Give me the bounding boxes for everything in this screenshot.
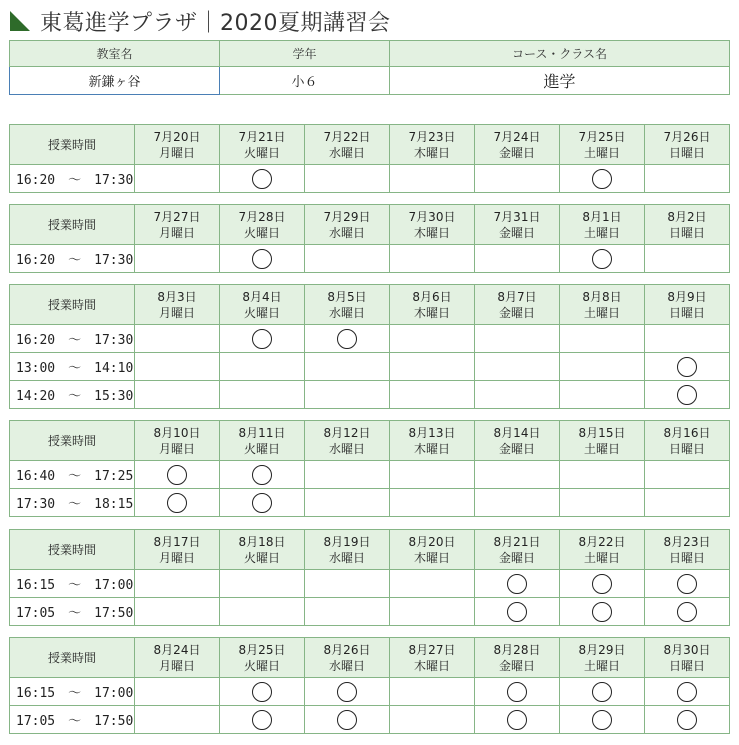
schedule-cell xyxy=(475,245,560,273)
schedule-cell xyxy=(305,353,390,381)
day-date: 8月8日 xyxy=(582,289,622,304)
day-header xyxy=(390,205,475,245)
day-date: 8月15日 xyxy=(578,425,626,440)
circle-mark-icon xyxy=(252,493,272,513)
grade-header: 学年 xyxy=(220,41,390,67)
day-weekday: 月曜日 xyxy=(158,225,195,240)
circle-mark-icon xyxy=(507,602,527,622)
day-date: 8月25日 xyxy=(238,642,286,657)
day-weekday: 水曜日 xyxy=(328,145,365,160)
circle-mark-icon xyxy=(337,682,357,702)
time-slot: 16:15 ～ 17:00 xyxy=(10,570,135,598)
day-date: 8月3日 xyxy=(157,289,197,304)
schedule-cell xyxy=(135,165,220,193)
schedule-cell xyxy=(475,325,560,353)
day-header xyxy=(645,530,730,570)
schedule-cell xyxy=(475,489,560,517)
day-date: 8月12日 xyxy=(323,425,371,440)
schedule-cell xyxy=(220,325,305,353)
day-weekday: 金曜日 xyxy=(498,145,535,160)
time-slot: 17:05 ～ 17:50 xyxy=(10,706,135,734)
schedule-cell xyxy=(390,461,475,489)
time-slot: 17:05 ～ 17:50 xyxy=(10,598,135,626)
circle-mark-icon xyxy=(252,329,272,349)
day-header xyxy=(305,421,390,461)
day-weekday: 土曜日 xyxy=(583,550,620,565)
day-weekday: 火曜日 xyxy=(243,658,280,673)
day-weekday: 月曜日 xyxy=(158,305,195,320)
circle-mark-icon xyxy=(507,682,527,702)
day-weekday: 金曜日 xyxy=(498,550,535,565)
grade-value: 小６ xyxy=(220,67,390,95)
day-header xyxy=(475,285,560,325)
schedule-cell xyxy=(305,461,390,489)
week-table-1 xyxy=(9,124,730,193)
schedule-cell xyxy=(475,353,560,381)
schedule-cell xyxy=(645,165,730,193)
time-slot-row xyxy=(10,706,730,734)
day-weekday: 土曜日 xyxy=(583,225,620,240)
time-slot-row xyxy=(10,598,730,626)
schedule-cell xyxy=(560,381,645,409)
day-header xyxy=(135,530,220,570)
circle-mark-icon xyxy=(252,169,272,189)
schedule-cell xyxy=(305,381,390,409)
circle-mark-icon xyxy=(507,710,527,730)
time-slot-row xyxy=(10,461,730,489)
day-header xyxy=(560,638,645,678)
day-date: 8月20日 xyxy=(408,534,456,549)
schedule-cell xyxy=(475,165,560,193)
day-header xyxy=(390,421,475,461)
class-time-label: 授業時間 xyxy=(10,530,135,570)
circle-mark-icon xyxy=(592,682,612,702)
day-weekday: 木曜日 xyxy=(413,658,450,673)
day-weekday: 火曜日 xyxy=(243,145,280,160)
day-weekday: 木曜日 xyxy=(413,145,450,160)
day-date: 7月26日 xyxy=(663,129,711,144)
schedule-cell xyxy=(220,678,305,706)
schedule-cell xyxy=(135,461,220,489)
day-header xyxy=(475,530,560,570)
day-header xyxy=(390,125,475,165)
day-date: 8月2日 xyxy=(667,209,707,224)
day-header xyxy=(645,205,730,245)
circle-mark-icon xyxy=(252,710,272,730)
schedule-cell xyxy=(305,325,390,353)
time-slot: 16:40 ～ 17:25 xyxy=(10,461,135,489)
time-slot-row xyxy=(10,489,730,517)
schedule-cell xyxy=(305,706,390,734)
classroom-value: 新鎌ヶ谷 xyxy=(10,67,220,95)
day-weekday: 火曜日 xyxy=(243,305,280,320)
circle-mark-icon xyxy=(677,357,697,377)
day-header xyxy=(390,530,475,570)
schedule-cell xyxy=(220,353,305,381)
day-date: 8月17日 xyxy=(153,534,201,549)
day-header xyxy=(305,638,390,678)
day-header xyxy=(645,125,730,165)
day-weekday: 水曜日 xyxy=(328,305,365,320)
schedule-cell xyxy=(645,353,730,381)
day-header xyxy=(475,125,560,165)
classroom-header: 教室名 xyxy=(10,41,220,67)
schedule-cell xyxy=(645,245,730,273)
day-header xyxy=(220,205,305,245)
day-header xyxy=(560,421,645,461)
day-date: 8月18日 xyxy=(238,534,286,549)
time-slot-row xyxy=(10,381,730,409)
schedule-cell xyxy=(305,598,390,626)
week-table-5 xyxy=(9,529,730,626)
schedule-cell xyxy=(645,706,730,734)
time-slot: 16:20 ～ 17:30 xyxy=(10,325,135,353)
circle-mark-icon xyxy=(592,602,612,622)
schedule-cell xyxy=(135,678,220,706)
day-date: 8月30日 xyxy=(663,642,711,657)
day-date: 7月22日 xyxy=(323,129,371,144)
schedule-cell xyxy=(135,570,220,598)
day-header xyxy=(220,285,305,325)
circle-mark-icon xyxy=(167,465,187,485)
day-header xyxy=(305,125,390,165)
day-weekday: 火曜日 xyxy=(243,550,280,565)
day-date: 8月4日 xyxy=(242,289,282,304)
day-weekday: 水曜日 xyxy=(328,441,365,456)
day-header xyxy=(305,530,390,570)
day-weekday: 木曜日 xyxy=(413,305,450,320)
day-header xyxy=(220,638,305,678)
circle-mark-icon xyxy=(337,329,357,349)
day-date: 8月9日 xyxy=(667,289,707,304)
day-header xyxy=(135,125,220,165)
schedule-cell xyxy=(305,165,390,193)
week-table-3 xyxy=(9,284,730,409)
day-date: 7月23日 xyxy=(408,129,456,144)
circle-mark-icon xyxy=(592,574,612,594)
schedule-cell xyxy=(560,461,645,489)
circle-mark-icon xyxy=(337,710,357,730)
class-time-label: 授業時間 xyxy=(10,638,135,678)
day-weekday: 日曜日 xyxy=(668,550,705,565)
schedule-cell xyxy=(560,245,645,273)
time-slot-row xyxy=(10,353,730,381)
schedule-cell xyxy=(645,570,730,598)
time-slot: 13:00 ～ 14:10 xyxy=(10,353,135,381)
schedule-cell xyxy=(645,489,730,517)
schedule-cell xyxy=(390,245,475,273)
schedule-cell xyxy=(475,598,560,626)
schedule-cell xyxy=(645,678,730,706)
schedule-cell xyxy=(560,706,645,734)
day-header xyxy=(390,638,475,678)
schedule-cell xyxy=(560,489,645,517)
day-date: 7月20日 xyxy=(153,129,201,144)
day-header xyxy=(220,421,305,461)
schedule-cell xyxy=(305,245,390,273)
circle-mark-icon xyxy=(592,710,612,730)
day-date: 8月29日 xyxy=(578,642,626,657)
day-weekday: 月曜日 xyxy=(158,550,195,565)
week-table-2 xyxy=(9,204,730,273)
schedule-cell xyxy=(390,570,475,598)
schedule-cell xyxy=(220,165,305,193)
day-date: 8月26日 xyxy=(323,642,371,657)
class-time-label: 授業時間 xyxy=(10,125,135,165)
schedule-cell xyxy=(135,598,220,626)
day-date: 8月16日 xyxy=(663,425,711,440)
circle-mark-icon xyxy=(252,465,272,485)
schedule-cell xyxy=(220,570,305,598)
day-date: 8月27日 xyxy=(408,642,456,657)
time-slot-row xyxy=(10,245,730,273)
schedule-cell xyxy=(220,598,305,626)
day-header xyxy=(475,421,560,461)
day-header xyxy=(220,125,305,165)
day-header xyxy=(475,638,560,678)
schedule-cell xyxy=(475,381,560,409)
day-header xyxy=(135,638,220,678)
day-weekday: 金曜日 xyxy=(498,305,535,320)
day-weekday: 水曜日 xyxy=(328,658,365,673)
circle-mark-icon xyxy=(677,602,697,622)
day-weekday: 土曜日 xyxy=(583,305,620,320)
schedule-cell xyxy=(390,598,475,626)
circle-mark-icon xyxy=(167,493,187,513)
circle-mark-icon xyxy=(592,169,612,189)
day-weekday: 土曜日 xyxy=(583,658,620,673)
day-weekday: 木曜日 xyxy=(413,441,450,456)
day-weekday: 木曜日 xyxy=(413,550,450,565)
day-weekday: 土曜日 xyxy=(583,145,620,160)
page-title: 東葛進学プラザ｜2020夏期講習会 xyxy=(40,10,391,36)
day-header xyxy=(645,638,730,678)
day-weekday: 火曜日 xyxy=(243,225,280,240)
day-date: 7月25日 xyxy=(578,129,626,144)
day-date: 8月24日 xyxy=(153,642,201,657)
schedule-cell xyxy=(560,325,645,353)
day-date: 8月7日 xyxy=(497,289,537,304)
schedule-cell xyxy=(645,325,730,353)
day-header xyxy=(475,205,560,245)
schedule-cell xyxy=(135,489,220,517)
schedule-cell xyxy=(305,570,390,598)
time-slot: 16:20 ～ 17:30 xyxy=(10,245,135,273)
day-date: 8月23日 xyxy=(663,534,711,549)
day-date: 8月19日 xyxy=(323,534,371,549)
schedule-cell xyxy=(135,245,220,273)
day-weekday: 日曜日 xyxy=(668,305,705,320)
circle-mark-icon xyxy=(507,574,527,594)
day-weekday: 日曜日 xyxy=(668,441,705,456)
schedule-cell xyxy=(135,381,220,409)
schedule-cell xyxy=(390,706,475,734)
day-date: 8月28日 xyxy=(493,642,541,657)
schedule-cell xyxy=(220,461,305,489)
day-header xyxy=(560,125,645,165)
week-table-6 xyxy=(9,637,730,734)
day-date: 7月30日 xyxy=(408,209,456,224)
day-weekday: 日曜日 xyxy=(668,145,705,160)
week-table-4 xyxy=(9,420,730,517)
day-weekday: 水曜日 xyxy=(328,225,365,240)
time-slot-row xyxy=(10,570,730,598)
day-date: 7月31日 xyxy=(493,209,541,224)
circle-mark-icon xyxy=(677,574,697,594)
day-header xyxy=(560,205,645,245)
schedule-cell xyxy=(135,706,220,734)
day-weekday: 日曜日 xyxy=(668,658,705,673)
schedule-cell xyxy=(390,489,475,517)
day-weekday: 水曜日 xyxy=(328,550,365,565)
day-date: 8月5日 xyxy=(327,289,367,304)
time-slot: 14:20 ～ 15:30 xyxy=(10,381,135,409)
schedule-cell xyxy=(220,706,305,734)
day-date: 8月22日 xyxy=(578,534,626,549)
day-weekday: 月曜日 xyxy=(158,145,195,160)
day-header xyxy=(390,285,475,325)
schedule-cell xyxy=(390,325,475,353)
day-header xyxy=(560,285,645,325)
day-weekday: 金曜日 xyxy=(498,225,535,240)
schedule-cell xyxy=(390,678,475,706)
schedule-cell xyxy=(220,489,305,517)
time-slot: 16:20 ～ 17:30 xyxy=(10,165,135,193)
schedule-cell xyxy=(645,598,730,626)
day-date: 8月14日 xyxy=(493,425,541,440)
day-weekday: 火曜日 xyxy=(243,441,280,456)
day-date: 7月24日 xyxy=(493,129,541,144)
day-header xyxy=(645,421,730,461)
day-weekday: 金曜日 xyxy=(498,441,535,456)
day-header xyxy=(645,285,730,325)
class-time-label: 授業時間 xyxy=(10,285,135,325)
day-header xyxy=(135,205,220,245)
page-title-bar xyxy=(10,6,391,36)
day-date: 8月11日 xyxy=(238,425,286,440)
day-header xyxy=(135,421,220,461)
day-date: 7月21日 xyxy=(238,129,286,144)
time-slot-row xyxy=(10,678,730,706)
circle-mark-icon xyxy=(252,249,272,269)
day-header xyxy=(135,285,220,325)
day-weekday: 金曜日 xyxy=(498,658,535,673)
title-triangle-icon xyxy=(10,11,30,31)
course-value: 進学 xyxy=(390,67,730,95)
schedule-cell xyxy=(560,598,645,626)
circle-mark-icon xyxy=(677,682,697,702)
day-date: 7月29日 xyxy=(323,209,371,224)
circle-mark-icon xyxy=(252,682,272,702)
circle-mark-icon xyxy=(677,710,697,730)
schedule-cell xyxy=(305,489,390,517)
schedule-cell xyxy=(135,325,220,353)
time-slot-row xyxy=(10,325,730,353)
schedule-cell xyxy=(475,706,560,734)
day-header xyxy=(220,530,305,570)
course-header: コース・クラス名 xyxy=(390,41,730,67)
schedule-cell xyxy=(560,678,645,706)
time-slot: 17:30 ～ 18:15 xyxy=(10,489,135,517)
class-time-label: 授業時間 xyxy=(10,421,135,461)
time-slot: 16:15 ～ 17:00 xyxy=(10,678,135,706)
day-date: 8月1日 xyxy=(582,209,622,224)
schedule-cell xyxy=(220,381,305,409)
day-date: 8月21日 xyxy=(493,534,541,549)
schedule-cell xyxy=(220,245,305,273)
day-date: 7月28日 xyxy=(238,209,286,224)
schedule-cell xyxy=(645,461,730,489)
time-slot-row xyxy=(10,165,730,193)
schedule-cell xyxy=(560,570,645,598)
schedule-cell xyxy=(560,165,645,193)
schedule-cell xyxy=(560,353,645,381)
schedule-cell xyxy=(390,165,475,193)
day-date: 7月27日 xyxy=(153,209,201,224)
circle-mark-icon xyxy=(592,249,612,269)
class-time-label: 授業時間 xyxy=(10,205,135,245)
circle-mark-icon xyxy=(677,385,697,405)
day-weekday: 日曜日 xyxy=(668,225,705,240)
day-date: 8月10日 xyxy=(153,425,201,440)
day-header xyxy=(305,285,390,325)
day-header xyxy=(560,530,645,570)
schedule-cell xyxy=(135,353,220,381)
day-weekday: 木曜日 xyxy=(413,225,450,240)
class-info-table xyxy=(9,40,730,95)
schedule-cell xyxy=(645,381,730,409)
day-weekday: 月曜日 xyxy=(158,441,195,456)
schedule-cell xyxy=(390,353,475,381)
schedule-cell xyxy=(475,570,560,598)
day-header xyxy=(305,205,390,245)
day-weekday: 土曜日 xyxy=(583,441,620,456)
day-date: 8月6日 xyxy=(412,289,452,304)
schedule-cell xyxy=(475,461,560,489)
schedule-cell xyxy=(305,678,390,706)
schedule-cell xyxy=(475,678,560,706)
schedule-cell xyxy=(390,381,475,409)
day-weekday: 月曜日 xyxy=(158,658,195,673)
day-date: 8月13日 xyxy=(408,425,456,440)
